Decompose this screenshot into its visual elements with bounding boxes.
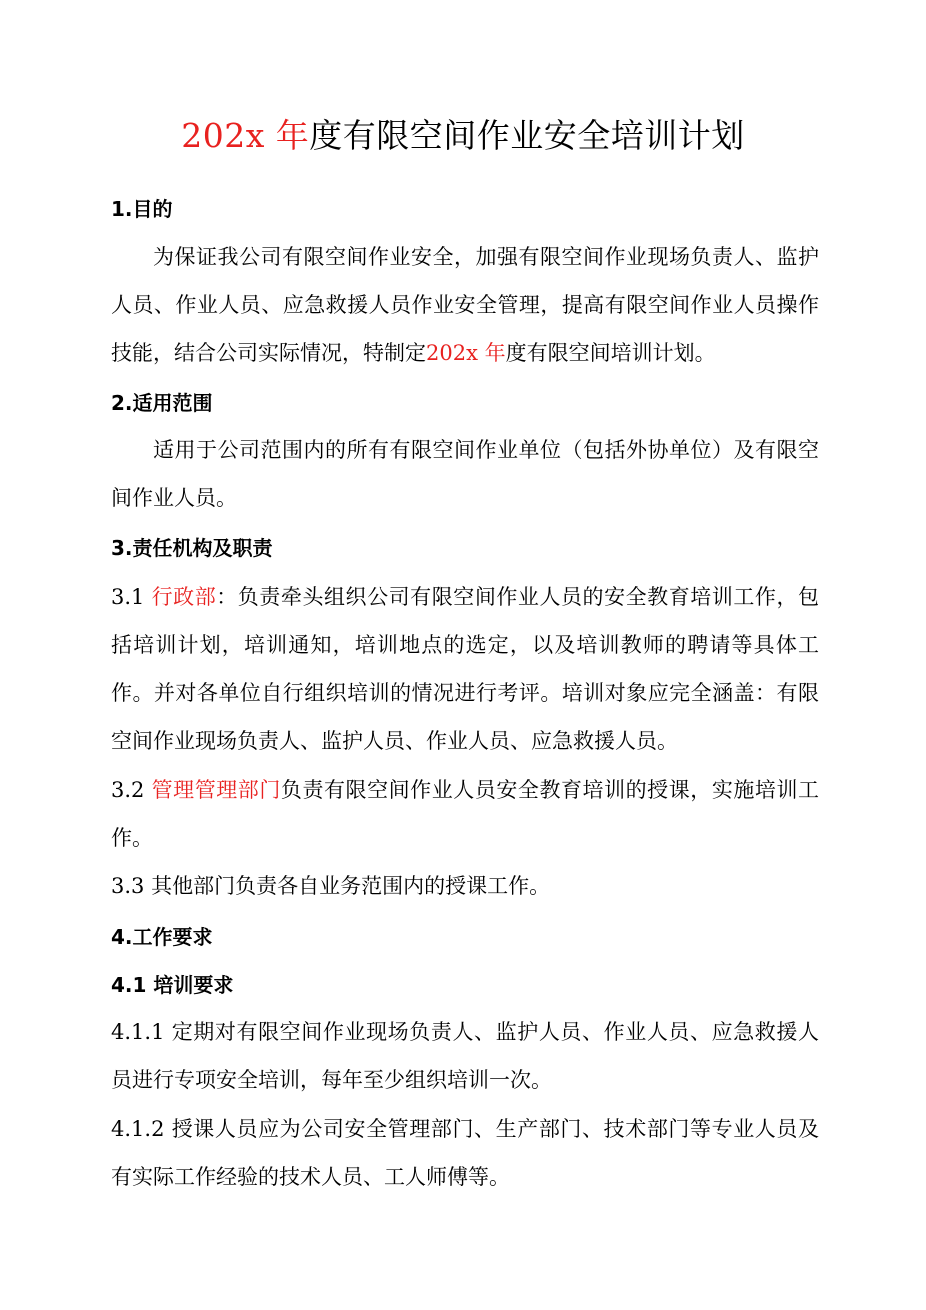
item-3-1-number: 3.1 [111, 585, 152, 609]
section-1-text-a: 为保证我公司有限空间作业安全，加强有限空间作业现场负责人、监护人员、作业人员、应急救援人员作业安全管理，提高有限空间作业人员操作技能，结合公司实际情况，特制定 [111, 245, 819, 365]
section-4-heading: 4.工作要求 [111, 925, 213, 949]
section-2-heading: 2.适用范围 [111, 391, 213, 415]
item-3-2-department: 管理管理部门 [151, 778, 281, 802]
section-3-item-1 [111, 573, 819, 765]
item-3-2-text: 负责有限空间作业人员安全教育培训的授课，实施培训工作。 [111, 778, 820, 850]
title-rest: 度有限空间作业安全培训计划 [309, 116, 745, 155]
item-3-1-department: 行政部 [151, 585, 217, 609]
section-2-paragraph: 适用于公司范围内的所有有限空间作业单位（包括外协单位）及有限空间作业人员。 [111, 438, 819, 510]
item-4-1-2: 4.1.2 授课人员应为公司安全管理部门、生产部门、技术部门等专业人员及有实际工作经验的技术人员、工人师傅等。 [111, 1117, 819, 1189]
title-year: 202x 年 [181, 116, 310, 155]
item-4-1-1: 4.1.1 定期对有限空间作业现场负责人、监护人员、作业人员、应急救援人员进行专项安全培训，每年至少组织培训一次。 [111, 1020, 819, 1092]
section-1-paragraph [111, 233, 819, 377]
section-3-item-3: 3.3 其他部门负责各自业务范围内的授课工作。 [111, 874, 551, 898]
page-title [0, 112, 926, 160]
section-3-item-2 [111, 766, 819, 862]
section-1-year: 202x 年 [426, 341, 506, 365]
section-4-1-heading: 4.1 培训要求 [111, 973, 234, 997]
item-3-1-text: ：负责牵头组织公司有限空间作业人员的安全教育培训工作，包括培训计划，培训通知，培训地点的选定，以及培训教师的聘请等具体工作。并对各单位自行组织培训的情况进行考评。培训对象应完全涵盖：有限空间作业现场负责人、监护人员、作业人员、应急救援人员。 [111, 585, 820, 753]
section-1-text-b: 度有限空间培训计划。 [505, 341, 716, 365]
section-3-heading: 3.责任机构及职责 [111, 536, 273, 560]
section-1-heading: 1.目的 [111, 197, 173, 221]
item-3-2-number: 3.2 [111, 778, 152, 802]
